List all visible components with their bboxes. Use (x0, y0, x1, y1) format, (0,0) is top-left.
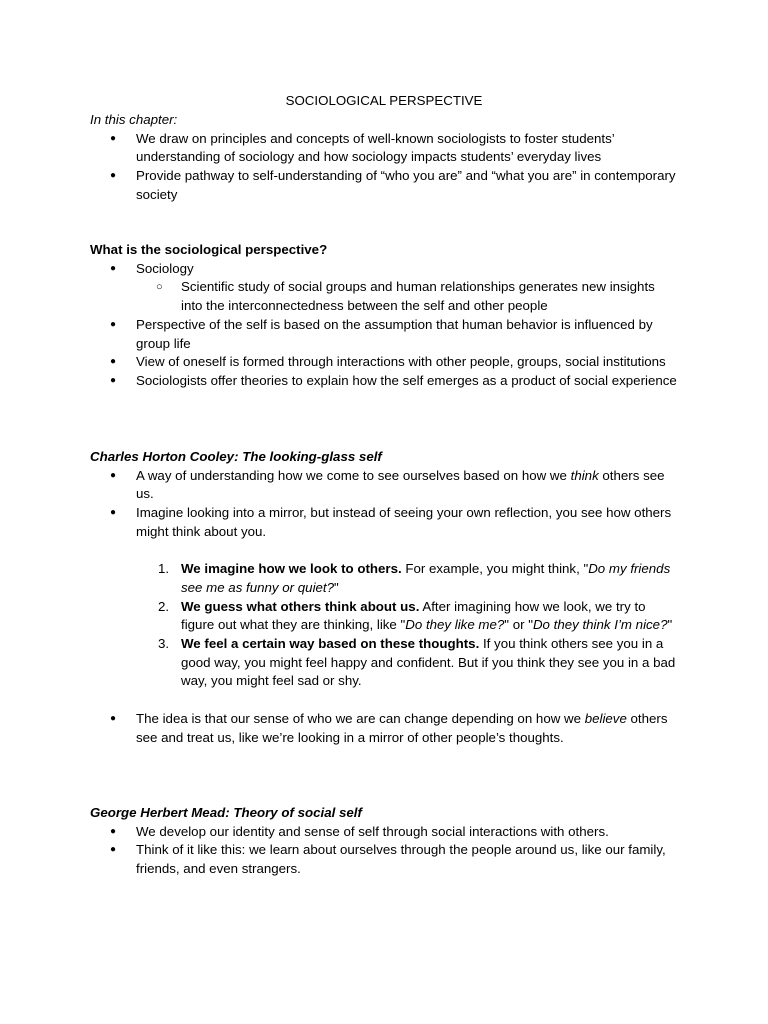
list-item: ● Think of it like this: we learn about ourselves through the people around us, like our family, friends, and even strangers. (90, 841, 678, 878)
text-run: others see and treat us, like we’re looking in a mirror of other people’s thoughts. (136, 710, 668, 745)
bold-text: We guess what others think about us. (181, 598, 420, 614)
section-heading: Charles Horton Cooley: The looking-glass self (90, 449, 382, 464)
numbered-item (90, 598, 678, 635)
item-number: 1. (158, 561, 170, 577)
emphasis-text: think (570, 467, 599, 483)
emphasis-text: believe (584, 710, 627, 726)
bold-text: We feel a certain way based on these thoughts. (181, 636, 480, 652)
section-list (90, 467, 678, 542)
text-run: others see us. (136, 467, 665, 502)
text-run: The idea is that our sense of who we are can change depending on how we (136, 710, 585, 726)
sub-list-item: ○ Scientific study of social groups and human relationships generates new insights into the interconnectedness between the self and other people (90, 278, 678, 315)
emphasis-text: Do they think I’m nice? (532, 617, 668, 633)
intro-label: In this chapter: (90, 112, 178, 127)
section-list (90, 260, 678, 391)
item-number: 2. (158, 598, 170, 614)
section-social-self (90, 804, 678, 879)
spacer (90, 691, 678, 710)
text-run: For example, you might think, " (401, 561, 589, 577)
list-item (90, 710, 678, 747)
emphasis-text: Do they like me? (405, 617, 505, 633)
spacer (90, 542, 678, 561)
list-item: ● View of oneself is formed through interactions with other people, groups, social institutions (90, 353, 678, 372)
numbered-list (90, 560, 678, 691)
intro-list (90, 130, 678, 205)
numbered-item (90, 560, 678, 597)
list-item: ● Sociology (90, 260, 678, 279)
section-list (90, 710, 678, 747)
section-looking-glass-self (90, 448, 678, 747)
section-heading: What is the sociological perspective? (90, 242, 328, 257)
item-number: 3. (158, 636, 170, 652)
text-run: " (334, 579, 339, 595)
text-run: " (667, 617, 673, 633)
list-item (90, 467, 678, 504)
intro-section (90, 111, 678, 205)
page-title: SOCIOLOGICAL PERSPECTIVE (285, 93, 483, 108)
list-item: ● We develop our identity and sense of self through social interactions with others. (90, 823, 678, 842)
section-heading: George Herbert Mead: Theory of social self (90, 805, 362, 820)
emphasis-text: Do my friends see me as funny or quiet? (181, 561, 671, 595)
list-item: ● Perspective of the self is based on the assumption that human behavior is influenced by group life (90, 316, 678, 353)
list-item: ● Imagine looking into a mirror, but instead of seeing your own reflection, you see how others might think about you. (90, 504, 678, 541)
numbered-item (90, 635, 678, 691)
section-sociological-perspective (90, 241, 678, 391)
text-run: " or " (504, 617, 533, 633)
section-list (90, 823, 678, 879)
intro-bullet: ● We draw on principles and concepts of well-known sociologists to foster students’ understanding of sociology and how sociology impacts students’ everyday lives (90, 130, 678, 167)
text-run: After imagining how we look, we try to figure out what they are thinking, like " (181, 598, 646, 633)
text-run: A way of understanding how we come to see ourselves based on how we (136, 467, 571, 483)
intro-bullet: ● Provide pathway to self-understanding of “who you are” and “what you are” in contemporary society (90, 167, 678, 204)
bold-text: We imagine how we look to others. (181, 561, 402, 577)
text-run: If you think others see you in a good way, you might feel happy and confident. But if you think they see you in a bad way, you might feel sad or shy. (181, 636, 676, 689)
list-item: ● Sociologists offer theories to explain how the self emerges as a product of social experience (90, 372, 678, 391)
